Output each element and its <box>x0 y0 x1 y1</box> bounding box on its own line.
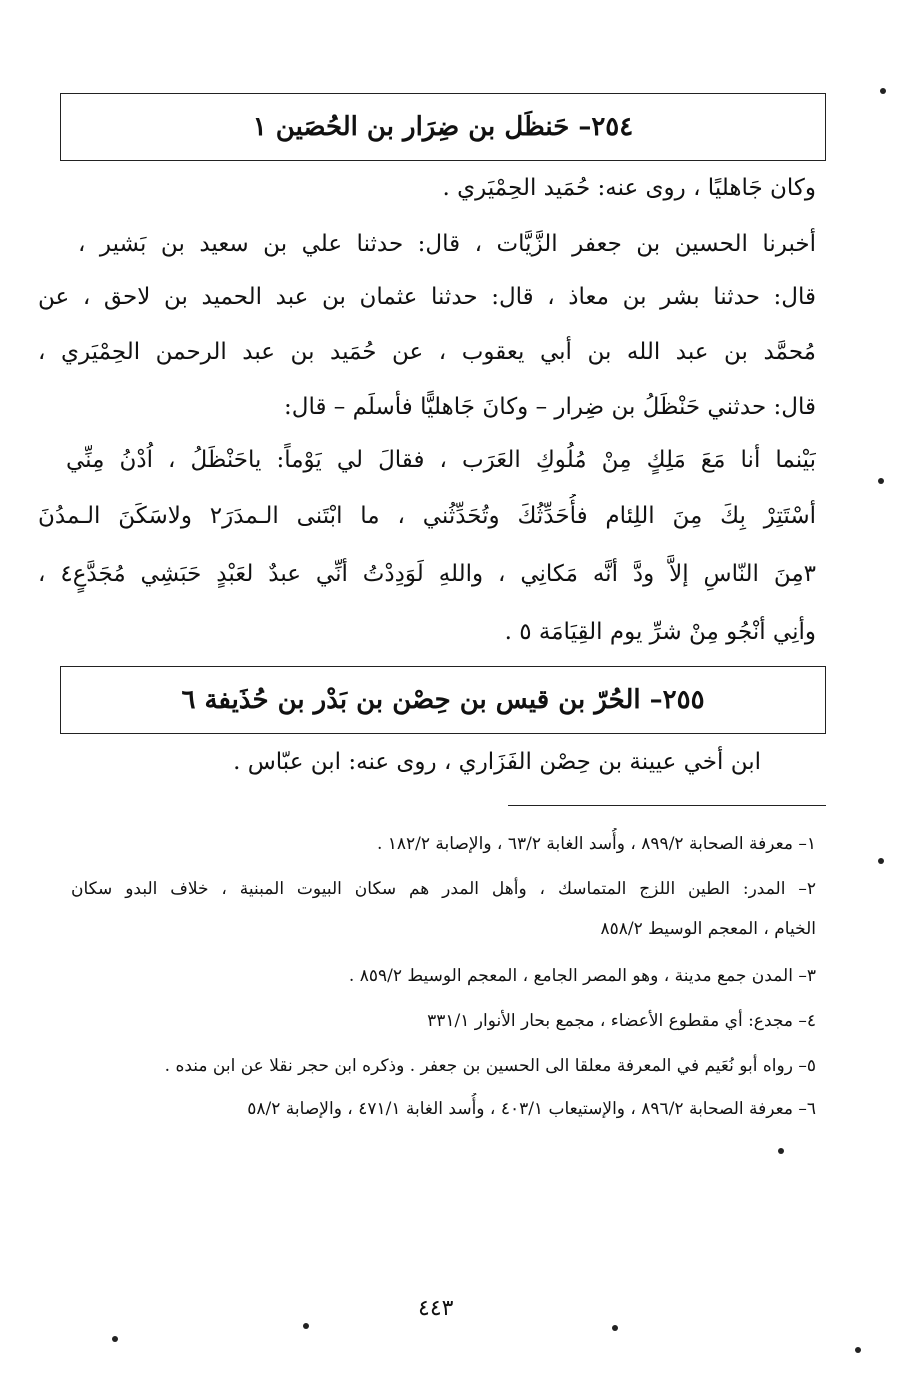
scan-speck <box>303 1323 309 1329</box>
entry-line: أخبرنا الحسين بن جعفر الزَّيَّات ، قال: حدثنا علي بن سعيد بن بَشير ، <box>78 231 816 257</box>
scan-speck <box>778 1148 784 1154</box>
footnote: ٥– رواه أبو نُعَيم في المعرفة معلقا الى الحسين بن جعفر . وذكره ابن حجر نقلا عن ابن منده . <box>164 1056 816 1076</box>
entry-line: وكان جَاهليًا ، روى عنه: حُمَيد الحِمْيَري . <box>442 175 816 201</box>
entry-line: مُحمَّد بن عبد الله بن أبي يعقوب ، عن حُمَيد بن عبد الرحمن الحِمْيَري ، <box>38 339 816 365</box>
footnote: ٤– مجدع: أي مقطوع الأعضاء ، مجمع بحار الأنوار ٣٣١/١ <box>427 1011 816 1031</box>
footnote: ٣– المدن جمع مدينة ، وهو المصر الجامع ، المعجم الوسيط ٨٥٩/٢ . <box>348 966 816 986</box>
entry-heading-text: ٢٥٤– حَنظَل بن ضِرَار بن الحُصَين ١ <box>252 112 634 142</box>
entry-line: أسْتَتِرْ بِكَ مِنَ اللِئام فأُحَدِّثُكَ وتُحَدِّثُني ، ما ابْتَنى الـمدَرَ٢ ولاسَكَنَ الـمدُنَ <box>38 503 816 529</box>
scan-speck <box>878 478 884 484</box>
footnote-separator <box>508 805 826 806</box>
entry-line: قال: حدثنا بشر بن معاذ ، قال: حدثنا عثمان بن عبد الحميد بن لاحق ، عن <box>38 284 816 310</box>
entry-line: ابن أخي عيينة بن حِصْن الفَزَاري ، روى عنه: ابن عبّاس . <box>233 749 761 775</box>
scan-speck <box>880 88 886 94</box>
footnote: الخيام ، المعجم الوسيط ٨٥٨/٢ <box>600 919 816 939</box>
scan-speck <box>878 858 884 864</box>
footnote: ٢– المدر: الطين اللزج المتماسك ، وأهل المدر هم سكان البيوت المبنية ، خلاف البدو سكان <box>71 879 816 899</box>
scan-speck <box>112 1336 118 1342</box>
entry-line: ٣مِنَ النّاسِ إلاَّ ودَّ أنَّه مَكانِي ، واللهِ لَوَدِدْتُ أنِّي عبدٌ لعَبْدٍ حَبَشِي مُجَدَّعٍ٤ ، <box>38 561 816 587</box>
entry-line: بَيْنما أنا مَعَ مَلِكٍ مِنْ مُلُوكِ العَرَب ، فقالَ لي يَوْماً: ياحَنْظَلُ ، اُدْنُ مِنِّي <box>66 447 816 473</box>
entry-heading-255 <box>60 666 826 734</box>
footnote: ٦– معرفة الصحابة ٨٩٦/٢ ، والإستيعاب ٤٠٣/١ ، وأُسد الغابة ٤٧١/١ ، والإصابة ٥٨/٢ <box>247 1099 816 1119</box>
entry-line: قال: حدثني حَنْظَلُ بن ضِرار – وكانَ جَاهليًّا فأسلَم – قال: <box>284 394 816 420</box>
entry-line: وأنِي أنْجُو مِنْ شرِّ يوم القِيَامَة ٥ . <box>504 619 816 645</box>
scan-speck <box>855 1347 861 1353</box>
page-number: ٤٤٣ <box>418 1296 454 1321</box>
scan-speck <box>612 1325 618 1331</box>
entry-heading-text: ٢٥٥– الحُرّ بن قيس بن حِصْن بن بَدْر بن حُذَيفة ٦ <box>181 685 705 715</box>
entry-heading-254 <box>60 93 826 161</box>
footnote: ١– معرفة الصحابة ٨٩٩/٢ ، وأُسد الغابة ٦٣/٢ ، والإصابة ١٨٢/٢ . <box>376 834 816 854</box>
